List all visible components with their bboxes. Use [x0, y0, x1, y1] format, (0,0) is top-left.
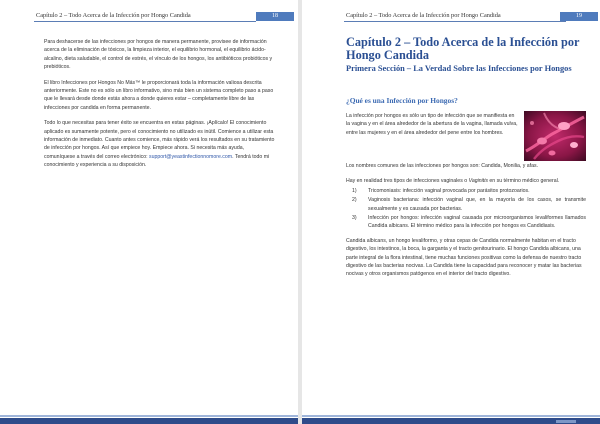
- paragraph-closing: . Tendrá todo mi conocimiento y experiencia a su disposición.: [44, 153, 270, 169]
- paragraph: [346, 177, 586, 185]
- paragraph: Los nombres comunes de las infecciones por hongos son: Candida, Monilia, y afas.: [346, 163, 539, 169]
- footer-bar: [302, 418, 600, 424]
- paragraph: La infección por hongos es sólo un tipo de infección que se manifiesta en la vagina y en el área alrededor de la abertura de la vagina, llamada vulva, entre las mujeres y en el área alrededor del pene entre los hombres.: [346, 113, 518, 136]
- paragraph: Candida albicans, un hongo levaliformo, y otras cepas de Candida normalmente habitan en el tracto digestivo, los intestinos, la boca, la garganta y el tracto genitourinario. El hongo Candida albicans, una parte integral de la flora intestinal, tiene muchas funciones positivas como la defensa de nuestro tracto digestivo de las bacterias nocivas. La Candida tiene la capacidad para reconocer y matar las bacterias nocivas y otros organismos patógenos en el interior del tracto digestivo.: [346, 237, 582, 278]
- left-page: [0, 0, 298, 424]
- list-item: [346, 187, 586, 195]
- intro-text: [346, 112, 518, 137]
- paragraph-text: Todo lo que necesitas para tener éxito se encuentra en estas páginas. ¡Aplícalo! El conocimiento aplicado es sumamente potente, pero el conocimiento no utilizado es inútil. Comience a utilizar esta información de inmediato. Cuanto antes comience, más rápido verá los resultados en su tratamiento de infección por hongos. Así que empiece hoy. Empiece ahora. Si necesita más ayuda, comuníquese a través del correo electrónico:: [44, 120, 275, 160]
- footer-page-tab: [556, 420, 576, 423]
- paragraph-italic: Vaginitis: [468, 178, 488, 185]
- header-rule: [34, 21, 256, 22]
- list-text: Vaginosis bacteriana: infección vaginal que, en la mayoría de los casos, se transmite sexualmente y es causada por bacterias.: [368, 197, 586, 212]
- chapter-title: Capítulo 2 – Todo Acerca de la Infección por Hongo Candida: [346, 35, 580, 63]
- paragraph-text: en su término médico general.: [487, 178, 560, 185]
- list-text: Tricomoniasis: infección vaginal provocada por parásitos protozoarios.: [368, 187, 530, 194]
- paragraph-text: Hay en realidad tres tipos de infecciones vaginales o: [346, 178, 469, 185]
- section-title: Primera Sección – La Verdad Sobre las Infecciones por Hongos: [346, 64, 572, 73]
- running-header: Capítulo 2 – Todo Acerca de la Infección por Hongo Candida: [36, 12, 191, 19]
- candida-microscope-photo: [524, 111, 586, 161]
- list-text: Infección por hongos: infección vaginal causada por microorganismos levaliformes llamados Candida albicans. El término médico para la infección por hongos es Candidiasis.: [368, 215, 586, 230]
- footer-bar: [0, 418, 298, 424]
- page-number: 18: [256, 12, 294, 21]
- right-page: [302, 0, 600, 424]
- header-rule: [344, 21, 566, 22]
- list-item: [346, 196, 586, 213]
- page-number: 19: [560, 12, 598, 21]
- infection-types-list: [346, 187, 586, 231]
- list-number: 3): [352, 215, 357, 222]
- running-header: Capítulo 2 – Todo Acerca de la Infección por Hongo Candida: [346, 12, 501, 19]
- list-number: 2): [352, 197, 357, 204]
- support-email-link[interactable]: support@yeastinfectionnomore.com: [148, 153, 233, 160]
- right-body: [346, 162, 586, 279]
- paragraph: El libro Infecciones por Hongos No Más™ le proporcionará toda la información valiosa descrita anteriormente. Este no es sólo un libro informativo, sino más bien un sistema completo paso a paso que le llevará desde donde estás ahora a donde quieres estar – completamente libre de las infecciones por candida en forma permanente.: [44, 79, 274, 111]
- paragraph: [44, 119, 276, 169]
- subheading: ¿Qué es una Infección por Hongos?: [346, 96, 458, 105]
- left-body: [44, 38, 276, 177]
- paragraph: Para deshacerse de las infecciones por hongos de manera permanente, provisee de información acerca de la eliminación de tóxicos, la limpieza interior, el equilibrio hormonal, el equilibrio ácido-alcalino, dieta saludable, el control de estrés, el vínculo de los hongos, los antibióticos probióticos y prebióticos.: [44, 39, 273, 71]
- list-item: [346, 214, 586, 231]
- list-number: 1): [352, 187, 357, 194]
